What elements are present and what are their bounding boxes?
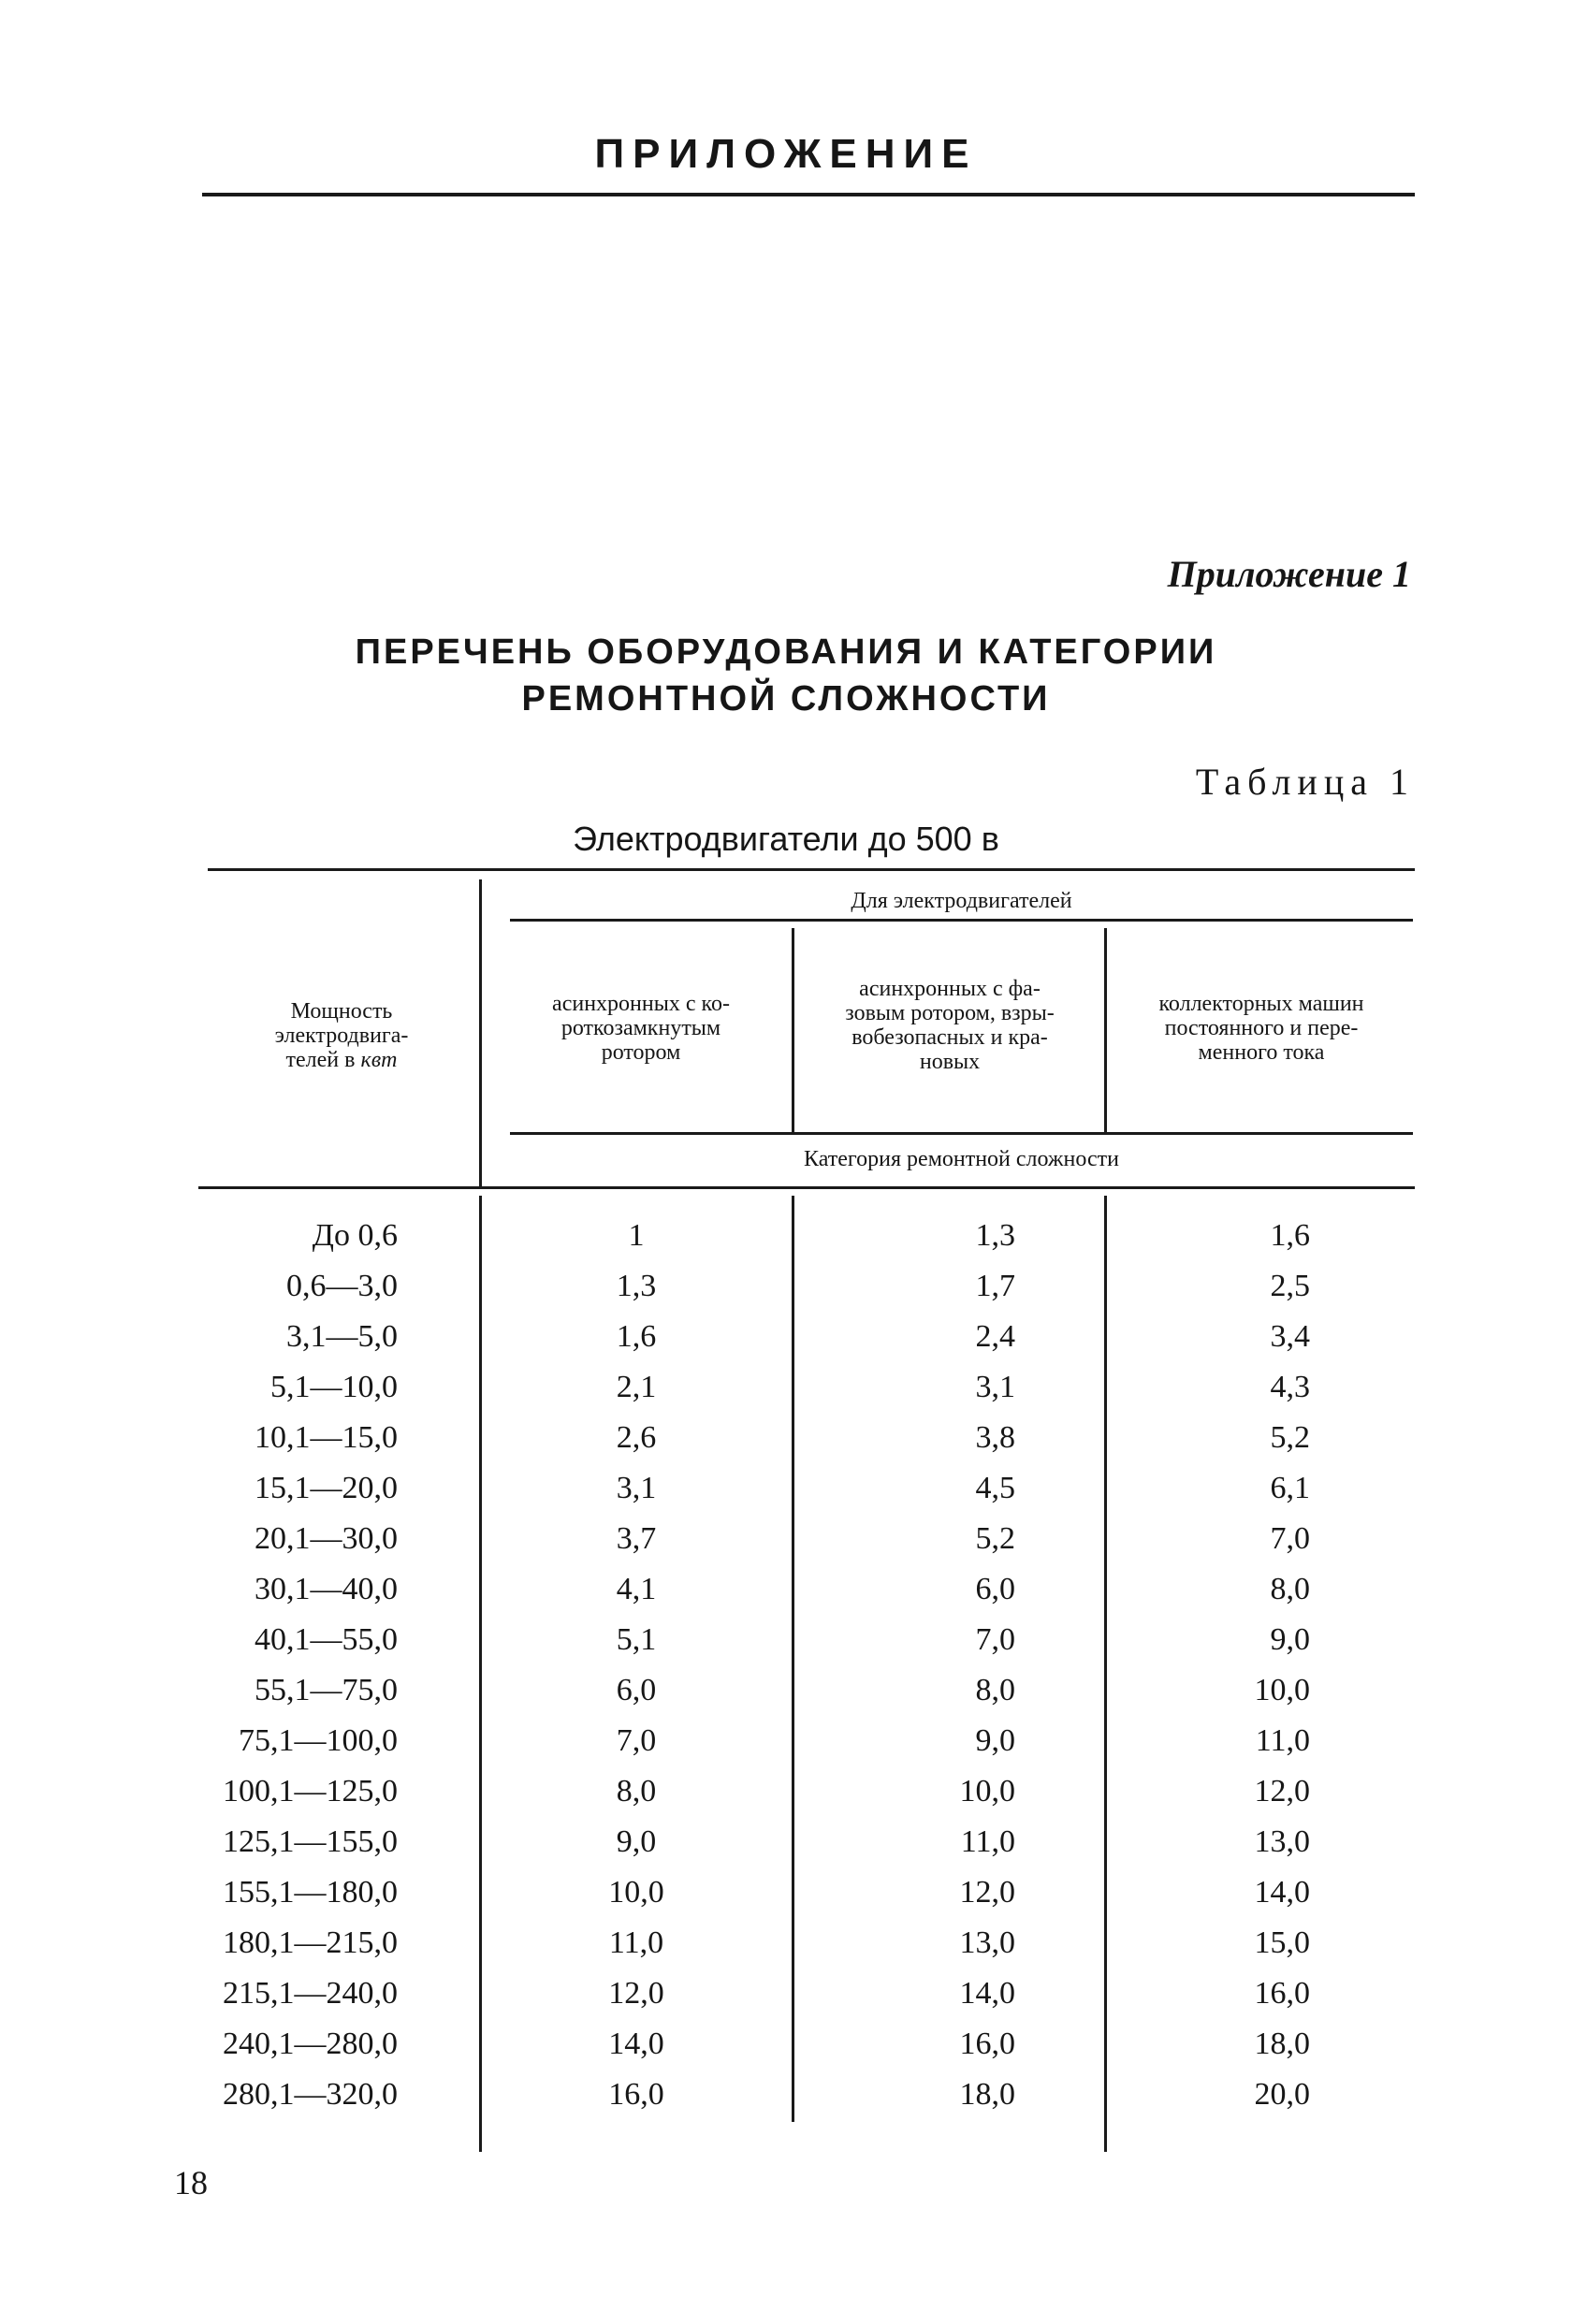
collector-cell: 2,5: [1270, 1269, 1310, 1303]
power-cell: 30,1—40,0: [255, 1572, 398, 1606]
power-cell: 180,1—215,0: [223, 1925, 398, 1960]
sub-header-rule: [510, 1132, 1413, 1135]
power-cell: 125,1—155,0: [223, 1824, 398, 1859]
power-cell: 40,1—55,0: [255, 1622, 398, 1657]
power-cell: До 0,6: [312, 1218, 398, 1253]
collector-cell: 5,2: [1270, 1420, 1310, 1455]
collector-cell: 13,0: [1254, 1824, 1310, 1859]
heading-line-2: РЕМОНТНОЙ СЛОЖНОСТИ: [521, 679, 1051, 719]
col1-header-line2: роткозамкнутым: [560, 1016, 721, 1040]
async-wound-cell: 2,4: [975, 1319, 1015, 1354]
col3-header-line3: менного тока: [1198, 1040, 1325, 1065]
col1-header-line1: асинхронных с ко-: [552, 992, 730, 1016]
power-cell: 10,1—15,0: [255, 1420, 398, 1455]
col0-divider-body: [479, 1196, 482, 2152]
col3-header-line1: коллекторных машин: [1158, 992, 1364, 1016]
async-wound-cell: 18,0: [959, 2077, 1015, 2112]
async-sc-cell: 10,0: [608, 1875, 664, 1910]
async-sc-cell: 16,0: [608, 2077, 664, 2112]
col0-header-line1: Мощность: [290, 999, 393, 1024]
collector-cell: 18,0: [1254, 2026, 1310, 2061]
async-wound-cell: 14,0: [959, 1976, 1015, 2011]
col0-header-prefix: телей в: [285, 1048, 361, 1072]
col1-divider-header: [792, 928, 794, 1134]
async-sc-cell: 3,1: [616, 1471, 657, 1505]
async-wound-cell: 1,7: [975, 1269, 1015, 1303]
power-cell: 100,1—125,0: [223, 1774, 398, 1808]
power-cell: 215,1—240,0: [223, 1976, 398, 2011]
power-cell: 0,6—3,0: [286, 1269, 398, 1303]
title-rule: [202, 193, 1415, 196]
async-sc-cell: 8,0: [616, 1774, 657, 1808]
col2-header-line3: вобезопасных и кра-: [852, 1025, 1048, 1050]
async-wound-cell: 5,2: [975, 1521, 1015, 1556]
col0-header-line3: [211, 1048, 473, 1072]
heading-line-1: ПЕРЕЧЕНЬ ОБОРУДОВАНИЯ И КАТЕГОРИИ: [355, 632, 1217, 672]
col1-header: [496, 992, 786, 1065]
collector-cell: 10,0: [1254, 1673, 1310, 1707]
table-top-rule: [208, 868, 1415, 871]
collector-cell: 20,0: [1254, 2077, 1310, 2112]
power-cell: 75,1—100,0: [239, 1723, 398, 1758]
col0-header-line2: электродвига-: [274, 1024, 409, 1048]
collector-cell: 8,0: [1270, 1572, 1310, 1606]
async-sc-cell: 14,0: [608, 2026, 664, 2061]
collector-cell: 7,0: [1270, 1521, 1310, 1556]
async-sc-cell: 1,3: [616, 1269, 657, 1303]
col3-header-line2: постоянного и пере-: [1164, 1016, 1359, 1040]
power-cell: 5,1—10,0: [270, 1370, 398, 1404]
collector-cell: 9,0: [1270, 1622, 1310, 1657]
async-sc-cell: 3,7: [616, 1521, 657, 1556]
power-cell: 155,1—180,0: [223, 1875, 398, 1910]
col0-header-unit: квт: [360, 1048, 398, 1072]
power-cell: 15,1—20,0: [255, 1471, 398, 1505]
collector-cell: 16,0: [1254, 1976, 1310, 2011]
async-sc-cell: 1: [628, 1218, 645, 1253]
col3-header: [1112, 992, 1411, 1065]
category-header: Категория ремонтной сложности: [804, 1147, 1119, 1171]
async-wound-cell: 12,0: [959, 1875, 1015, 1910]
async-wound-cell: 6,0: [975, 1572, 1015, 1606]
page-number: 18: [174, 2164, 208, 2201]
collector-cell: 3,4: [1270, 1319, 1310, 1354]
async-sc-cell: 11,0: [608, 1925, 664, 1960]
async-wound-cell: 3,1: [975, 1370, 1015, 1404]
async-sc-cell: 4,1: [616, 1572, 657, 1606]
col2-divider-header: [1104, 928, 1107, 1134]
col2-header-line2: зовым ротором, взры-: [845, 1001, 1055, 1025]
async-wound-cell: 7,0: [975, 1622, 1015, 1657]
async-wound-cell: 8,0: [975, 1673, 1015, 1707]
async-wound-cell: 4,5: [975, 1471, 1015, 1505]
power-cell: 55,1—75,0: [255, 1673, 398, 1707]
async-wound-cell: 10,0: [959, 1774, 1015, 1808]
collector-cell: 11,0: [1255, 1723, 1310, 1758]
collector-cell: 12,0: [1254, 1774, 1310, 1808]
async-sc-cell: 12,0: [608, 1976, 664, 2011]
table-caption: Электродвигатели до 500 в: [573, 820, 999, 858]
power-cell: 240,1—280,0: [223, 2026, 398, 2061]
col2-header: [800, 977, 1099, 1074]
collector-cell: 15,0: [1254, 1925, 1310, 1960]
async-sc-cell: 2,1: [616, 1370, 657, 1404]
async-wound-cell: 1,3: [975, 1218, 1015, 1253]
col0-divider: [479, 879, 482, 1188]
col1-divider-body: [792, 1196, 794, 2122]
table-label: Таблица 1: [1195, 761, 1415, 803]
async-sc-cell: 5,1: [616, 1622, 657, 1657]
col0-header: [211, 999, 473, 1072]
async-sc-cell: 7,0: [616, 1723, 657, 1758]
col2-header-line4: новых: [919, 1050, 981, 1074]
header-bottom-rule: [198, 1186, 1415, 1189]
collector-cell: 14,0: [1254, 1875, 1310, 1910]
async-wound-cell: 11,0: [960, 1824, 1015, 1859]
group-header: Для электродвигателей: [851, 889, 1072, 913]
col2-divider-body: [1104, 1196, 1107, 2152]
async-sc-cell: 9,0: [616, 1824, 657, 1859]
power-cell: 280,1—320,0: [223, 2077, 398, 2112]
async-wound-cell: 3,8: [975, 1420, 1015, 1455]
async-wound-cell: 13,0: [959, 1925, 1015, 1960]
collector-cell: 4,3: [1270, 1370, 1310, 1404]
collector-cell: 1,6: [1270, 1218, 1310, 1253]
section-title: ПРИЛОЖЕНИЕ: [594, 131, 978, 177]
power-cell: 20,1—30,0: [255, 1521, 398, 1556]
async-sc-cell: 6,0: [616, 1673, 657, 1707]
power-cell: 3,1—5,0: [286, 1319, 398, 1354]
col2-header-line1: асинхронных с фа-: [859, 977, 1041, 1001]
group-header-rule: [510, 919, 1413, 922]
async-sc-cell: 1,6: [616, 1319, 657, 1354]
async-sc-cell: 2,6: [616, 1420, 657, 1455]
col1-header-line3: ротором: [601, 1040, 681, 1065]
collector-cell: 6,1: [1270, 1471, 1310, 1505]
appendix-label: Приложение 1: [1167, 553, 1411, 595]
async-wound-cell: 16,0: [959, 2026, 1015, 2061]
async-wound-cell: 9,0: [975, 1723, 1015, 1758]
